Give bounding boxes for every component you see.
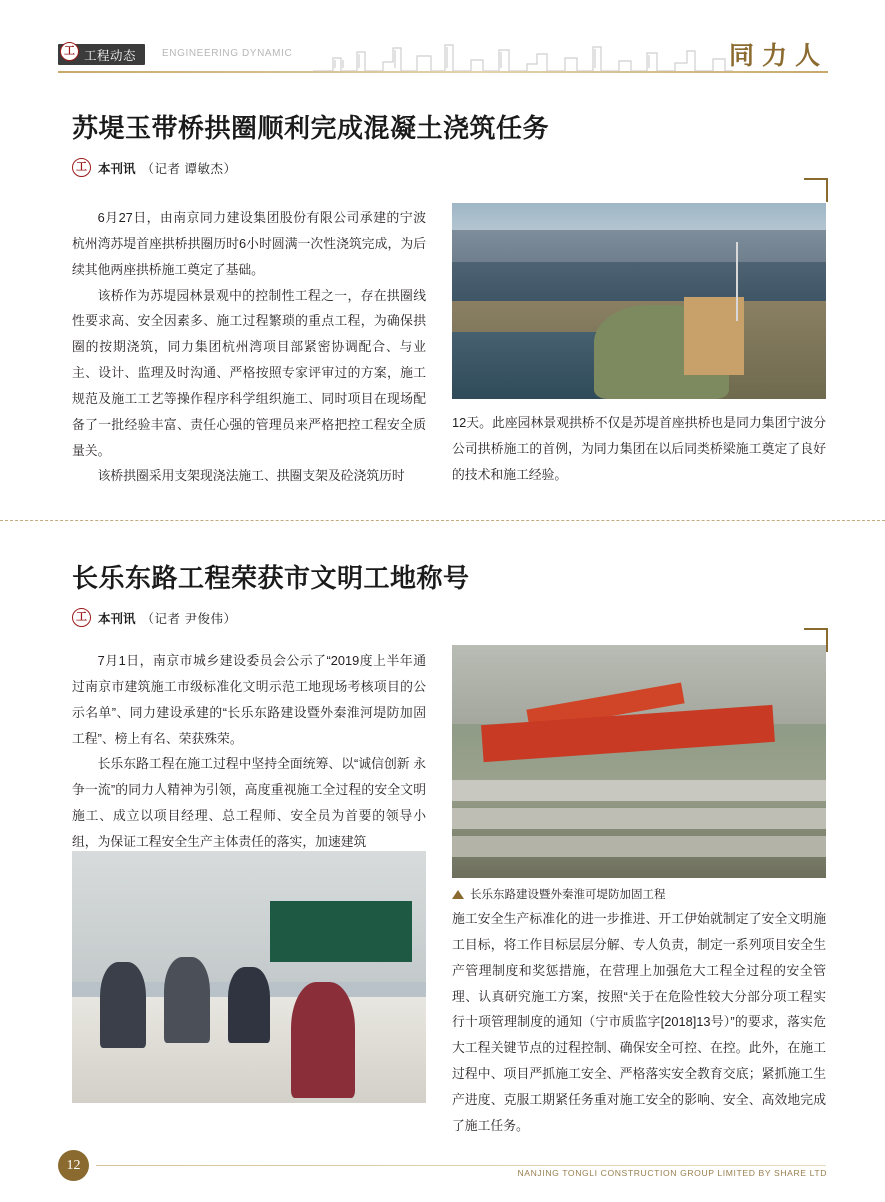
footer-company-name: NANJING TONGLI CONSTRUCTION GROUP LIMITED BY SHARE LTD [517,1168,827,1178]
section-badge-en: ENGINEERING DYNAMIC [162,48,293,59]
caption-marker-icon [452,890,464,899]
article-1-photo [452,203,826,399]
logo-mark: 工 [76,161,87,173]
article-1-body [72,205,426,489]
page-header [58,40,828,86]
caption-small-text: 长乐东路建设暨外秦淮可堤防加固工程 [470,889,666,901]
article-2-photo-caption-small [452,886,666,902]
article-2-photo-bridge [452,645,826,878]
article-2-byline [72,608,237,627]
article-1-photo-caption: 12天。此座园林景观拱桥不仅是苏堤首座拱桥也是同力集团宁波分公司拱桥施工的首例，为同力集团在以后同类桥梁施工奠定了良好的技术和施工经验。 [452,415,826,482]
article-1-title: 苏堤玉带桥拱圈顺利完成混凝土浇筑任务 [72,113,550,143]
tongli-logo-icon-small [72,158,91,177]
section-divider [0,520,885,521]
page-number-badge: 12 [58,1150,89,1181]
article-1-byline [72,158,237,177]
tongli-logo-icon-small [72,608,91,627]
article-2-title: 长乐东路工程荣获市文明工地称号 [72,563,470,593]
magazine-brand: 同力人 [728,43,828,70]
article-2-paragraph-2: 长乐东路工程在施工过程中坚持全面统筹、以“诚信创新 永争一流”的同力人精神为引领，高度重视施工全过程的安全文明施工、成立以项目经理、总工程师、安全员为首要的领导小组，为保证工程安全生产主体责任的落实，加速建筑 [72,756,426,849]
article-1-corner-ornament [804,178,828,202]
skyline-illustration-icon [313,40,733,72]
article-2-paragraph-1: 7月1日，南京市城乡建设委员会公示了“2019度上半年通过南京市建筑施工市级标准化文明示范工地现场考核项目的公示名单”、同力建设承建的“长乐东路建设暨外秦淮河堤防加固工程”、榜上有名、荣获殊荣。 [72,653,426,746]
article-2-byline-source: 本刊讯 [98,611,136,626]
tongli-logo-icon [60,42,79,61]
logo-mark: 工 [64,45,75,57]
logo-mark: 工 [76,611,87,623]
article-2-byline-meta: （记者 尹俊伟） [141,611,237,626]
article-1-byline-meta: （记者 谭敏杰） [141,161,237,176]
article-1-paragraph-1: 6月27日，由南京同力建设集团股份有限公司承建的宁波杭州湾苏堤首座拱桥拱圈历时6小时圆满一次性浇筑完成，为后续其他两座拱桥施工奠定了基础。 [72,210,426,277]
header-divider [58,71,828,73]
section-badge-label: 工程动态 [84,48,137,63]
article-2-photo-meeting [72,851,426,1103]
article-2-body [72,648,426,855]
article-1-byline-source: 本刊讯 [98,161,136,176]
article-1-paragraph-2: 该桥作为苏堤园林景观中的控制性工程之一，存在拱圈线性要求高、安全因素多、施工过程繁琐的重点工程，为确保拱圈的按期浇筑，同力集团杭州湾项目部紧密协调配合、与业主、设计、监理及时沟通、严格按照专家评审过的方案，施工规范及施工工艺等操作程序科学组织施工、同时项目在现场配备了一批经验丰富、责任心强的管理员来严格把控工程安全质量关。 [72,287,426,458]
footer-divider [96,1165,826,1166]
article-1-paragraph-3: 该桥拱圈采用支架现浇法施工、拱圈支架及砼浇筑历时 [97,468,405,484]
article-2-right-body: 施工安全生产标准化的进一步推进、开工伊始就制定了安全文明施工目标，将工作目标层层分解、专人负责，制定一系列项目安全生产管理制度和奖惩措施，在营理上加强危大工程全过程的安全管理、认真研究施工方案，按照“关于在危险性较大分部分项工程实行十项管理制度的通知（宁市质监字[2018]13号）”的要求，落实危大工程关键节点的过程控制、确保安全可控、在控。此外，在施工过程中、项目严抓施工安全、严格落实安全教育交底；紧抓施工生产进度、克服工期紧任务重对施工安全的影响、安全、高效地完成了施工任务。 [452,911,826,1133]
